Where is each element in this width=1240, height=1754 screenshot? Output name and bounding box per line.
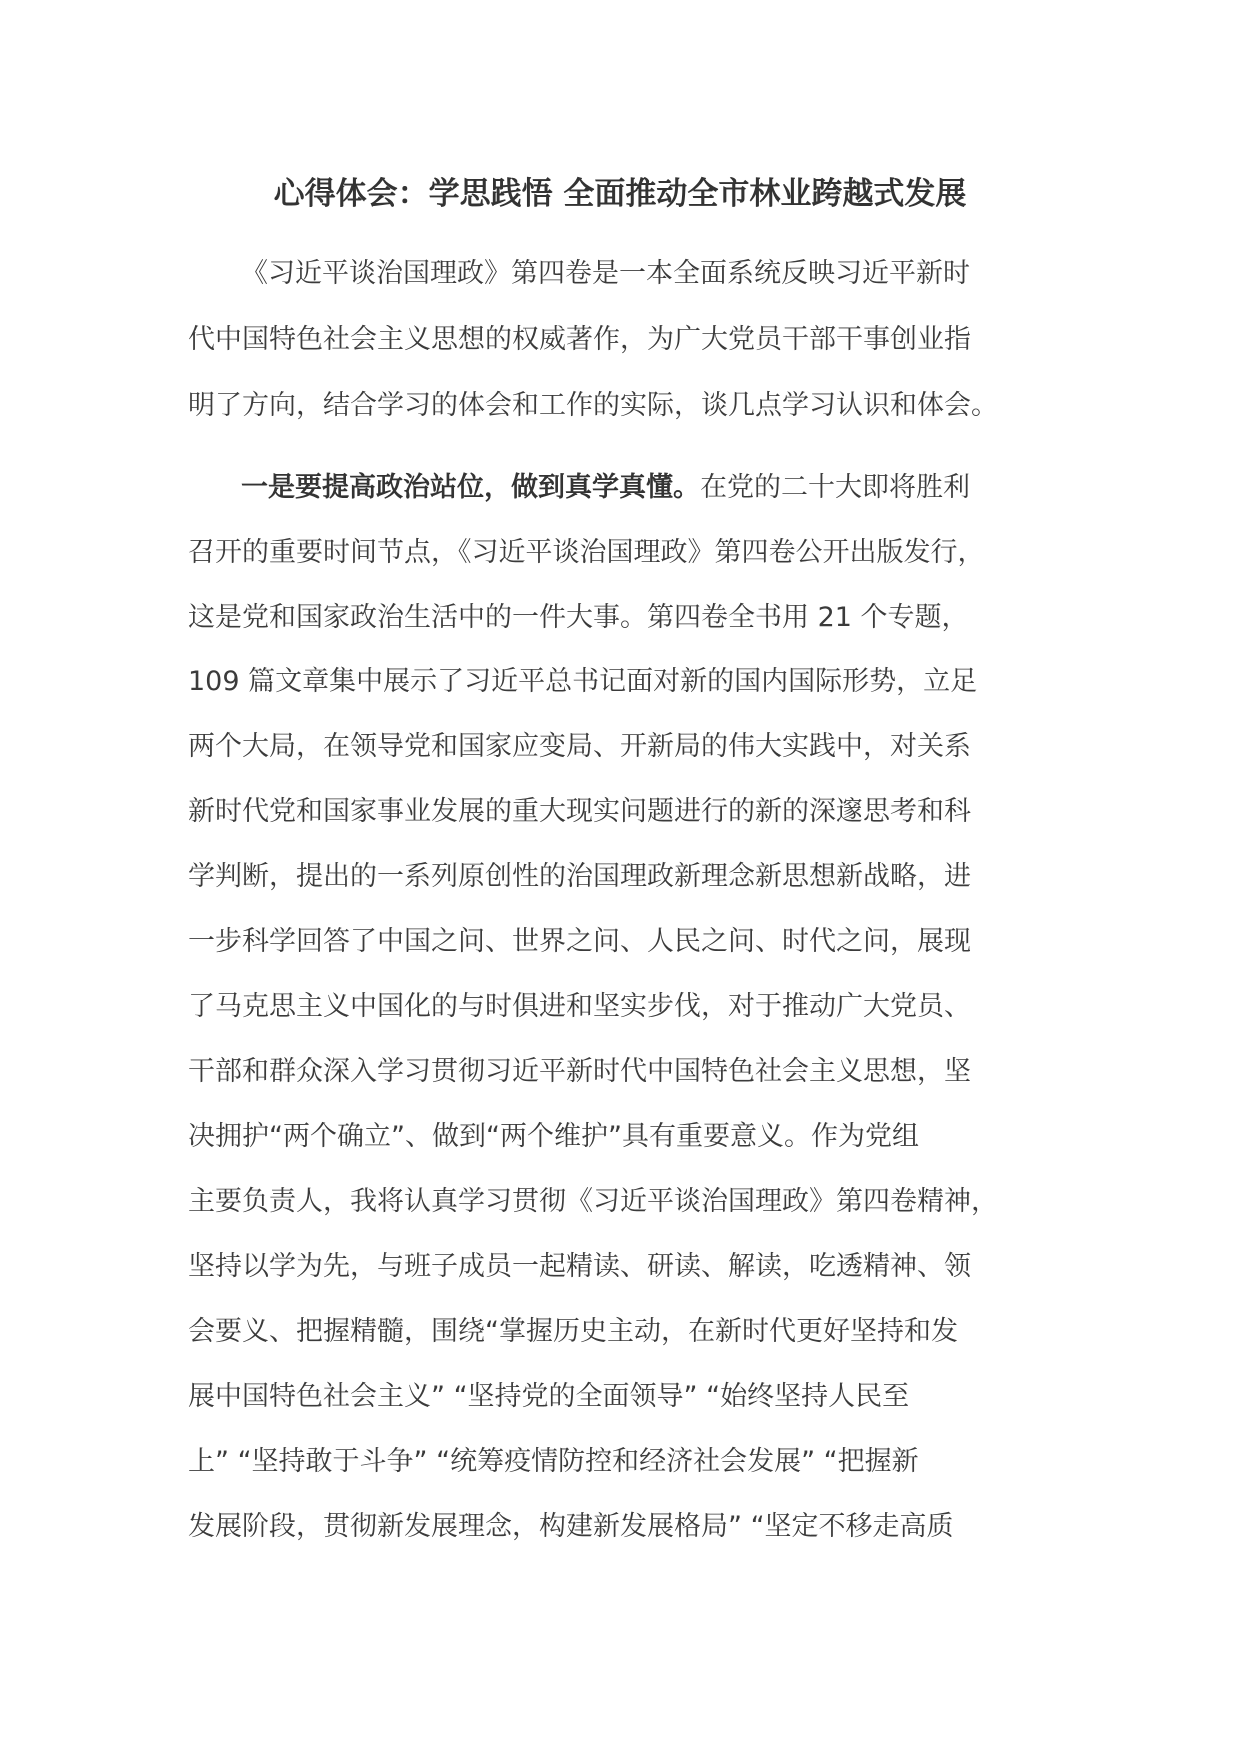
paragraph-1-line: 代中国特色社会主义思想的权威著作，为广大党员干部干事创业指 (188, 324, 971, 355)
paragraph-1-line: 明了方向，结合学习的体会和工作的实际，谈几点学习认识和体会。 (188, 390, 998, 421)
paragraph-2-line: 坚持以学为先，与班子成员一起精读、研读、解读，吃透精神、领 (188, 1251, 971, 1282)
document-title: 心得体会：学思践悟 全面推动全市林业跨越式发展 (273, 176, 967, 212)
paragraph-2-first-line (241, 466, 970, 510)
paragraph-2-line: 干部和群众深入学习贯彻习近平新时代中国特色社会主义思想，坚 (188, 1056, 971, 1087)
paragraph-2-line: 两个大局，在领导党和国家应变局、开新局的伟大实践中，对关系 (188, 731, 971, 762)
paragraph-2-line: 109 篇文章集中展示了习近平总书记面对新的国内国际形势，立足 (188, 666, 978, 697)
paragraph-2-lead-heading: 一是要提高政治站位，做到真学真懂。 (241, 472, 700, 503)
paragraph-2-lead-text: 在党的二十大即将胜利 (700, 472, 970, 503)
paragraph-2-line: 决拥护“两个确立”、做到“两个维护”具有重要意义。作为党组 (188, 1121, 919, 1152)
paragraph-2-line: 上” “坚持敢于斗争” “统筹疫情防控和经济社会发展” “把握新 (188, 1446, 919, 1477)
paragraph-2-line: 会要义、把握精髓，围绕“掌握历史主动，在新时代更好坚持和发 (188, 1316, 958, 1347)
paragraph-2-line: 主要负责人，我将认真学习贯彻《习近平谈治国理政》第四卷精神， (188, 1186, 998, 1217)
paragraph-1-line: 《习近平谈治国理政》第四卷是一本全面系统反映习近平新时 (241, 258, 970, 289)
paragraph-2-line: 展中国特色社会主义” “坚持党的全面领导” “始终坚持人民至 (188, 1381, 910, 1412)
paragraph-2-line: 发展阶段，贯彻新发展理念，构建新发展格局” “坚定不移走高质 (188, 1511, 954, 1542)
paragraph-2-line: 学判断，提出的一系列原创性的治国理政新理念新思想新战略，进 (188, 861, 971, 892)
paragraph-2-line: 召开的重要时间节点，《习近平谈治国理政》第四卷公开出版发行， (188, 537, 985, 568)
paragraph-2-line: 这是党和国家政治生活中的一件大事。第四卷全书用 21 个专题， (188, 602, 969, 633)
paragraph-2-line: 新时代党和国家事业发展的重大现实问题进行的新的深邃思考和科 (188, 796, 971, 827)
paragraph-2-line: 了马克思主义中国化的与时俱进和坚实步伐，对于推动广大党员、 (188, 991, 971, 1022)
paragraph-2-line: 一步科学回答了中国之问、世界之问、人民之问、时代之问，展现 (188, 926, 971, 957)
